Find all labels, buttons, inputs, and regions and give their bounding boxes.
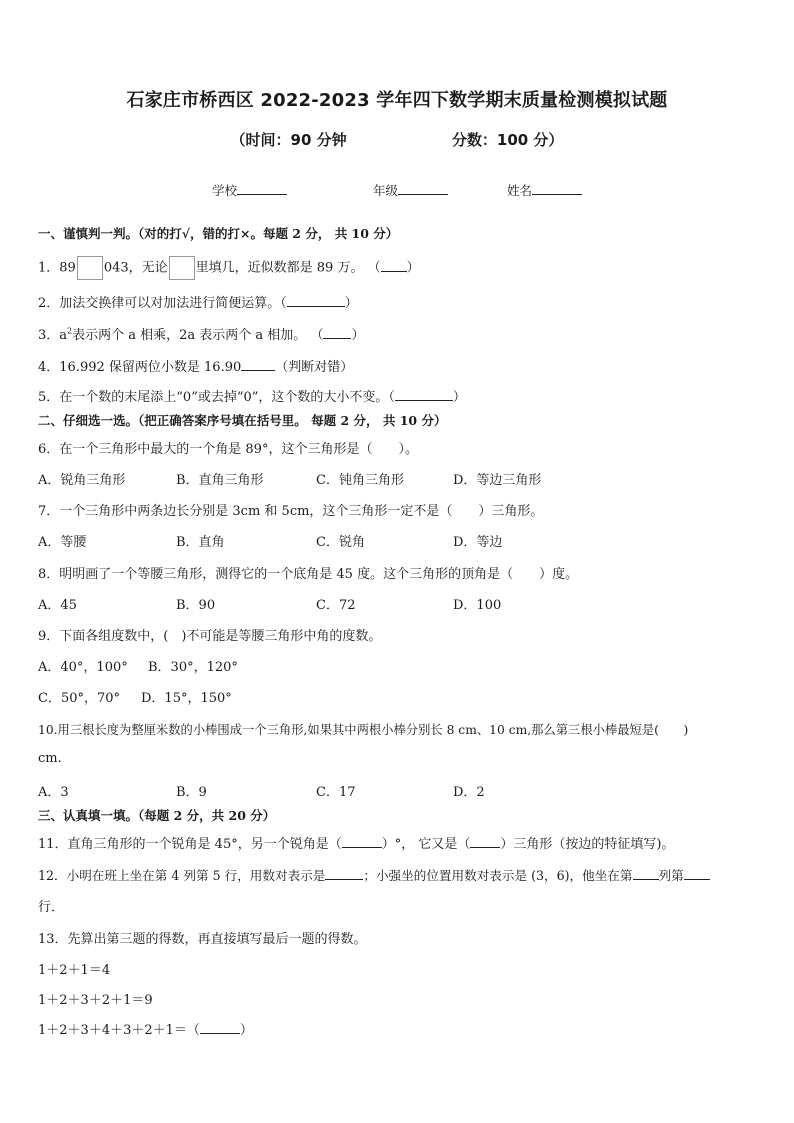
question-13-line1: 1＋2＋1＝4 <box>38 963 111 978</box>
answer-blank[interactable] <box>342 835 382 848</box>
option-d[interactable]: D．等边 <box>453 535 503 550</box>
question-8: 8．明明画了一个等腰三角形，测得它的一个底角是 45 度。这个三角形的顶角是（ ）度。 <box>38 567 579 582</box>
option-d[interactable]: D．100 <box>453 598 502 613</box>
answer-blank[interactable] <box>381 259 407 272</box>
question-13-line3: 1＋2＋3＋4＋3＋2＋1＝（ ） <box>38 1023 253 1038</box>
school-label: 学校 <box>212 183 238 198</box>
question-7: 7．一个三角形中两条边长分别是 3cm 和 5cm，这个三角形一定不是（ ）三角形。 <box>38 504 544 519</box>
question-12: 12．小明在班上坐在第 4 列第 5 行，用数对表示是 ；小强坐的位置用数对表示是 (3，6)，他坐在第 列第 <box>38 865 710 884</box>
option-b[interactable]: B．9 <box>176 785 207 800</box>
answer-blank[interactable] <box>470 835 500 848</box>
answer-blank[interactable] <box>200 1021 240 1034</box>
school-field <box>212 181 287 199</box>
name-field <box>507 181 582 199</box>
option-b[interactable]: B．90 <box>176 598 216 613</box>
option-b[interactable]: B．30°，120° <box>148 660 238 675</box>
grade-label: 年级 <box>373 183 399 198</box>
question-3: 3．$a^2$表示两个 a 相乘，2a 表示两个 a 相加。 （ ） <box>38 326 365 343</box>
option-a[interactable]: A．等腰 <box>38 535 87 550</box>
question-10-unit: cm. <box>38 751 62 766</box>
section2-heading: 二、仔细选一选。（把正确答案序号填在括号里。 每题 2 分， 共 10 分） <box>38 413 447 428</box>
question-9: 9．下面各组度数中，( )不可能是等腰三角形中角的度数。 <box>38 629 382 644</box>
question-1: 1．89 043，无论 里填几，近似数都是 89 万。 （ ） <box>38 256 420 280</box>
section3-heading: 三、认真填一填。（每题 2 分，共 20 分） <box>38 808 276 823</box>
name-blank[interactable] <box>532 182 582 195</box>
question-2: 2．加法交换律可以对加法进行简便运算。（ ） <box>38 296 358 311</box>
section1-heading: 一、谨慎判一判。（对的打√，错的打×。每题 2 分， 共 10 分） <box>38 226 399 241</box>
question-11: 11．直角三角形的一个锐角是 45°，另一个锐角是（ ）°， 它又是（ ）三角形（按边的特征填写)。 <box>38 837 675 852</box>
question-4: 4．16.992 保留两位小数是 16.90 （判断对错） <box>38 360 354 375</box>
exam-score: 分数：100 分） <box>451 131 564 149</box>
option-c[interactable]: C．50°，70° <box>38 691 121 706</box>
answer-blank[interactable] <box>395 388 453 401</box>
option-b[interactable]: B．直角 <box>176 535 225 550</box>
digit-box[interactable] <box>77 256 103 280</box>
digit-box[interactable] <box>169 256 195 280</box>
answer-blank[interactable] <box>684 867 710 880</box>
answer-blank[interactable] <box>325 867 363 880</box>
option-c[interactable]: C．锐角 <box>316 535 365 550</box>
question-10: 10.用三根长度为整厘米数的小棒围成一个三角形,如果其中两根小棒分别长 8 cm、10 cm,那么第三根小棒最短是( ) <box>38 723 689 737</box>
answer-blank[interactable] <box>323 326 351 339</box>
option-a[interactable]: A．锐角三角形 <box>38 473 126 488</box>
option-c[interactable]: C．72 <box>316 598 356 613</box>
question-13-line2: 1＋2＋3＋2＋1＝9 <box>38 993 153 1008</box>
question-12-end: 行． <box>38 900 65 915</box>
option-a[interactable]: A．40°，100° <box>38 660 128 675</box>
option-d[interactable]: D．15°，150° <box>141 691 232 706</box>
question-6: 6．在一个三角形中最大的一个角是 89°，这个三角形是（ ）。 <box>38 442 418 457</box>
grade-blank[interactable] <box>398 182 448 195</box>
option-b[interactable]: B．直角三角形 <box>176 473 264 488</box>
name-label: 姓名 <box>507 183 533 198</box>
option-a[interactable]: A．45 <box>38 598 77 613</box>
answer-blank[interactable] <box>287 294 345 307</box>
question-13: 13．先算出第三题的得数，再直接填写最后一题的得数。 <box>38 932 367 947</box>
option-c[interactable]: C．钝角三角形 <box>316 473 404 488</box>
question-5: 5．在一个数的末尾添上“0”或去掉“0”，这个数的大小不变。（ ） <box>38 390 466 405</box>
school-blank[interactable] <box>237 182 287 195</box>
option-a[interactable]: A．3 <box>38 785 69 800</box>
exam-subtitle <box>0 129 794 150</box>
answer-blank[interactable] <box>241 358 275 371</box>
exam-time: （时间：90 分钟 <box>230 131 347 149</box>
page-title: 石家庄市桥西区 2022-2023 学年四下数学期末质量检测模拟试题 <box>126 90 668 111</box>
grade-field <box>373 181 448 199</box>
answer-blank[interactable] <box>633 867 659 880</box>
option-d[interactable]: D．等边三角形 <box>453 473 542 488</box>
option-c[interactable]: C．17 <box>316 785 356 800</box>
option-d[interactable]: D．2 <box>453 785 485 800</box>
